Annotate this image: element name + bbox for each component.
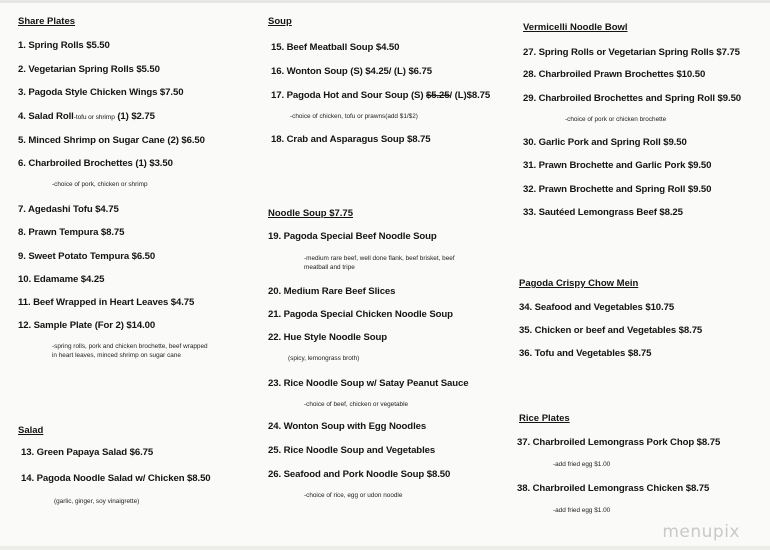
menu-item-31: 31. Prawn Brochette and Garlic Pork $9.50 bbox=[523, 160, 712, 171]
menu-item-15: 15. Beef Meatball Soup $4.50 bbox=[271, 42, 400, 53]
menu-item-19: 19. Pagoda Special Beef Noodle Soup bbox=[268, 231, 437, 242]
menu-item-14-note: (garlic, ginger, soy vinaigrette) bbox=[54, 498, 140, 505]
menupix-watermark: menupix bbox=[662, 522, 740, 542]
menu-item-7: 7. Agedashi Tofu $4.75 bbox=[18, 204, 119, 215]
menu-item-34: 34. Seafood and Vegetables $10.75 bbox=[519, 302, 675, 313]
menu-item-6-note: -choice of pork, chicken or shrimp bbox=[52, 181, 148, 188]
menu-item-16: 16. Wonton Soup (S) $4.25/ (L) $6.75 bbox=[271, 66, 432, 77]
menu-item-3: 3. Pagoda Style Chicken Wings $7.50 bbox=[18, 87, 184, 98]
menu-item-12: 12. Sample Plate (For 2) $14.00 bbox=[18, 320, 156, 331]
strikethrough-mark bbox=[426, 95, 450, 96]
menu-item-17-note: -choice of chicken, tofu or prawns(add $1/$2) bbox=[290, 113, 418, 120]
menu-item-9: 9. Sweet Potato Tempura $6.50 bbox=[18, 251, 156, 262]
menu-item-13: 13. Green Papaya Salad $6.75 bbox=[21, 447, 154, 458]
menu-item-22-note: (spicy, lemongrass broth) bbox=[288, 355, 360, 362]
menu-item-12-note-line1: -spring rolls, pork and chicken brochette, beef wrapped bbox=[52, 343, 208, 350]
menu-item-30: 30. Garlic Pork and Spring Roll $9.50 bbox=[523, 137, 687, 148]
section-heading-chow-mein: Pagoda Crispy Chow Mein bbox=[519, 278, 639, 289]
section-heading-noodle-soup: Noodle Soup $7.75 bbox=[268, 208, 353, 219]
menu-item-26-note: -choice of rice, egg or udon noodle bbox=[304, 492, 403, 499]
menu-item-2: 2. Vegetarian Spring Rolls $5.50 bbox=[18, 64, 160, 75]
menu-item-17 bbox=[271, 90, 490, 101]
menu-item-33: 33. Sautéed Lemongrass Beef $8.25 bbox=[523, 207, 683, 218]
scan-edge-bottom bbox=[0, 546, 770, 550]
menu-item-28: 28. Charbroiled Prawn Brochettes $10.50 bbox=[523, 69, 706, 80]
menu-item-10: 10. Edamame $4.25 bbox=[18, 274, 105, 285]
menu-item-4-name: 4. Salad Roll bbox=[18, 111, 74, 122]
menu-item-4-option: -tofu or shrimp bbox=[73, 114, 115, 121]
menu-item-21: 21. Pagoda Special Chicken Noodle Soup bbox=[268, 309, 453, 320]
menu-item-29-note: -choice of pork or chicken brochette bbox=[565, 116, 667, 123]
menu-item-25: 25. Rice Noodle Soup and Vegetables bbox=[268, 445, 436, 456]
section-heading-share-plates: Share Plates bbox=[18, 16, 76, 27]
menu-item-20: 20. Medium Rare Beef Slices bbox=[268, 286, 396, 297]
menu-item-36: 36. Tofu and Vegetables $8.75 bbox=[519, 348, 652, 359]
menu-item-22: 22. Hue Style Noodle Soup bbox=[268, 332, 388, 343]
menu-item-17-crossed-price bbox=[426, 90, 450, 101]
menu-item-4-price: (1) $2.75 bbox=[114, 111, 155, 122]
menu-item-8: 8. Prawn Tempura $8.75 bbox=[18, 227, 125, 238]
menu-item-1: 1. Spring Rolls $5.50 bbox=[18, 40, 110, 51]
menu-item-32: 32. Prawn Brochette and Spring Roll $9.50 bbox=[523, 184, 712, 195]
menu-item-6: 6. Charbroiled Brochettes (1) $3.50 bbox=[18, 158, 173, 169]
menu-item-11: 11. Beef Wrapped in Heart Leaves $4.75 bbox=[18, 297, 195, 308]
menu-item-19-note-line1: -medium rare beef, well done flank, beef brisket, beef bbox=[304, 255, 455, 262]
menu-item-24: 24. Wonton Soup with Egg Noodles bbox=[268, 421, 427, 432]
section-heading-rice-plates: Rice Plates bbox=[519, 413, 570, 424]
menu-item-37-note: -add fried egg $1.00 bbox=[553, 461, 611, 468]
scan-edge-top bbox=[0, 0, 770, 3]
menu-item-38: 38. Charbroiled Lemongrass Chicken $8.75 bbox=[517, 483, 710, 494]
menu-item-14: 14. Pagoda Noodle Salad w/ Chicken $8.50 bbox=[21, 473, 211, 484]
menu-item-23-note: -choice of beef, chicken or vegetable bbox=[304, 401, 409, 408]
menu-item-37: 37. Charbroiled Lemongrass Pork Chop $8.75 bbox=[517, 437, 721, 448]
menu-item-17-large-price: / (L)$8.75 bbox=[449, 90, 491, 101]
menu-item-38-note: -add fried egg $1.00 bbox=[553, 507, 611, 514]
menu-item-35: 35. Chicken or beef and Vegetables $8.75 bbox=[519, 325, 703, 336]
menu-item-23: 23. Rice Noodle Soup w/ Satay Peanut Sauce bbox=[268, 378, 469, 389]
menu-item-27: 27. Spring Rolls or Vegetarian Spring Rolls $7.75 bbox=[523, 47, 740, 58]
section-heading-salad: Salad bbox=[18, 425, 44, 436]
menu-item-12-note-line2: in heart leaves, minced shrimp on sugar cane bbox=[52, 352, 181, 359]
menu-item-4 bbox=[18, 111, 155, 122]
menu-item-5: 5. Minced Shrimp on Sugar Cane (2) $6.50 bbox=[18, 135, 205, 146]
menu-item-19-note-line2: meatball and tripe bbox=[304, 264, 355, 271]
menu-item-29: 29. Charbroiled Brochettes and Spring Roll $9.50 bbox=[523, 93, 742, 104]
menu-item-26: 26. Seafood and Pork Noodle Soup $8.50 bbox=[268, 469, 451, 480]
menu-item-18: 18. Crab and Asparagus Soup $8.75 bbox=[271, 134, 431, 145]
section-heading-vermicelli: Vermicelli Noodle Bowl bbox=[523, 22, 628, 33]
menu-item-17-name: 17. Pagoda Hot and Sour Soup (S) bbox=[271, 90, 427, 101]
section-heading-soup: Soup bbox=[268, 16, 292, 27]
